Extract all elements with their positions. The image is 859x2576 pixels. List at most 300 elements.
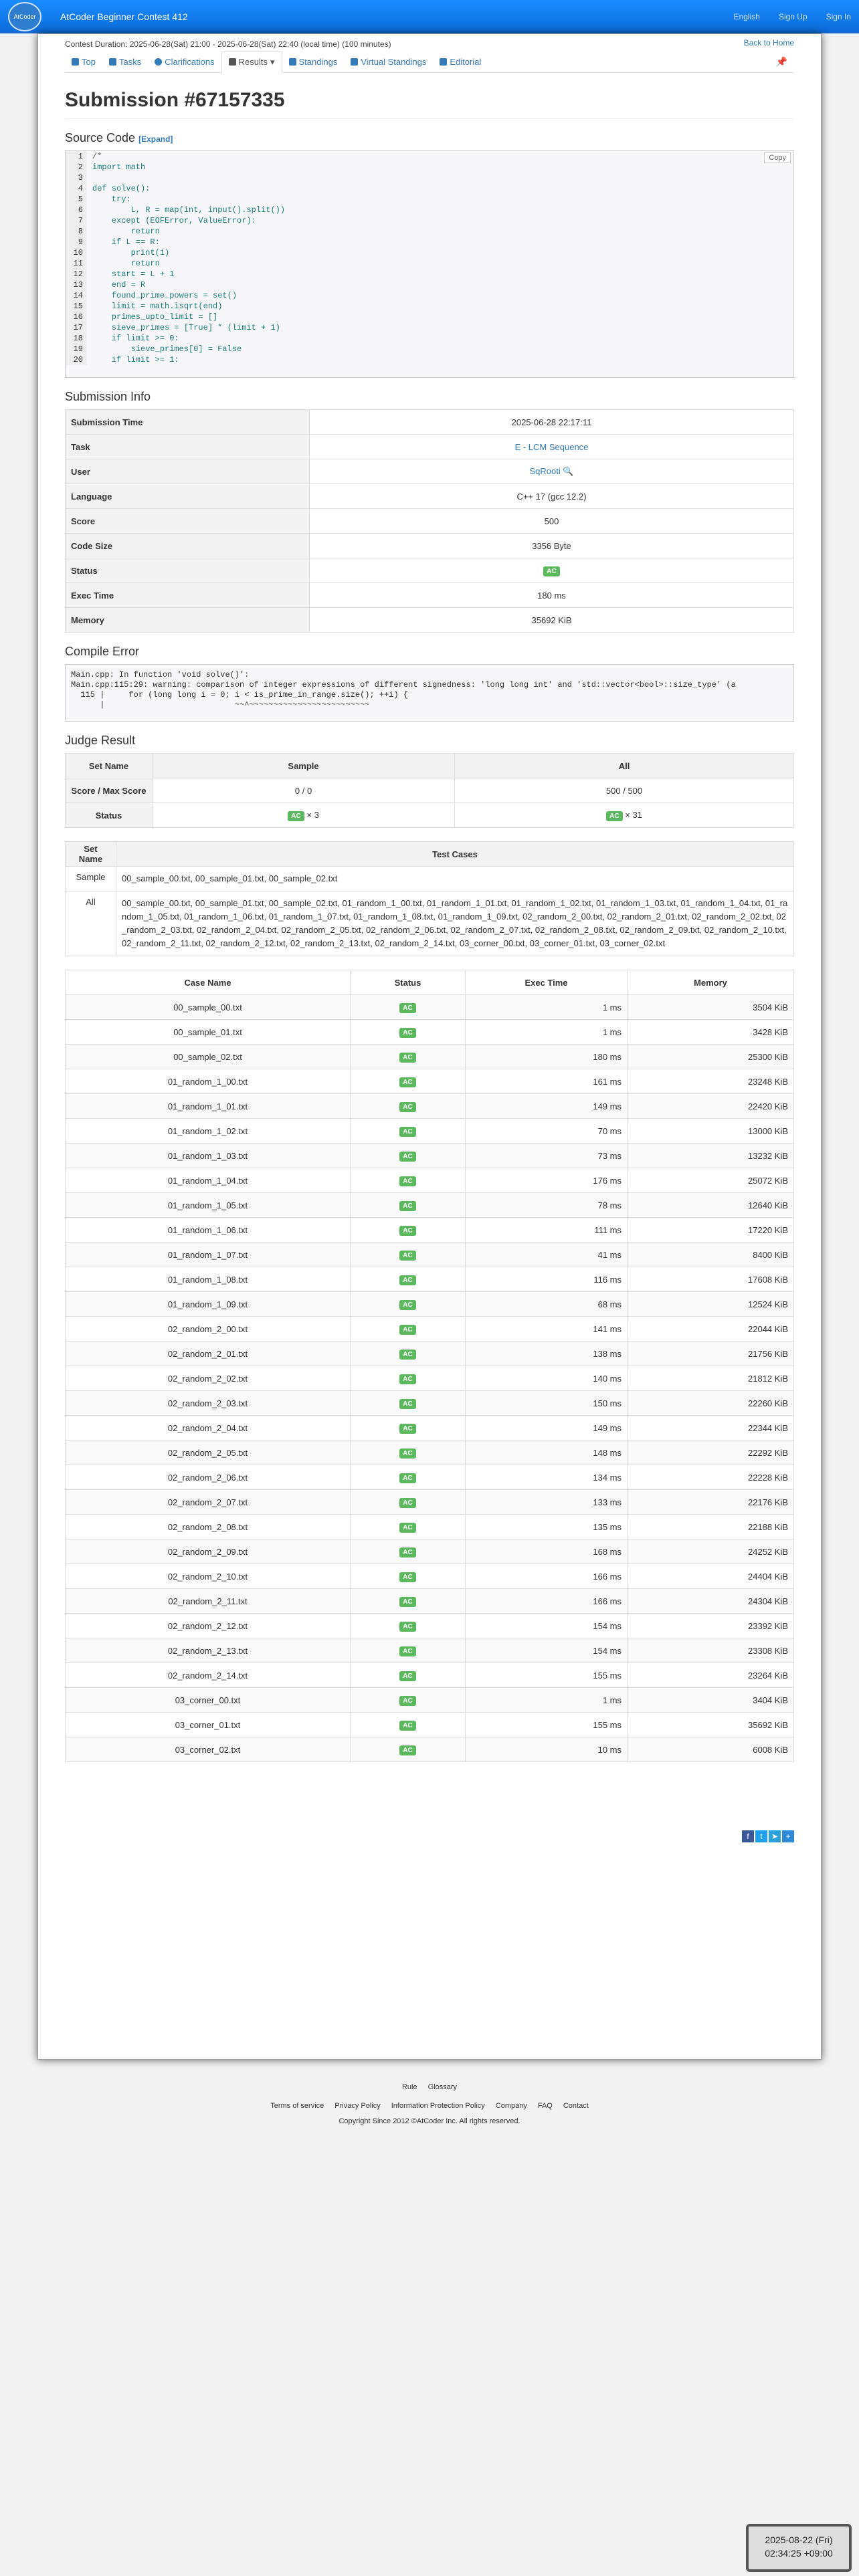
table-row bbox=[66, 1688, 794, 1713]
case-memory: 24252 KiB bbox=[628, 1539, 794, 1564]
info-row bbox=[66, 608, 794, 633]
table-row bbox=[66, 995, 794, 1020]
case-memory: 6008 KiB bbox=[628, 1737, 794, 1762]
case-exec-time: 73 ms bbox=[466, 1144, 628, 1168]
task-link[interactable]: E - LCM Sequence bbox=[514, 441, 589, 452]
case-status bbox=[351, 1737, 466, 1762]
ac-badge: AC bbox=[399, 1572, 415, 1582]
tab-editorial[interactable] bbox=[433, 57, 488, 67]
footer bbox=[0, 2080, 859, 2125]
tc-sample-name: Sample bbox=[66, 867, 116, 891]
case-memory: 3504 KiB bbox=[628, 995, 794, 1020]
code-line bbox=[66, 280, 793, 290]
case-memory: 22344 KiB bbox=[628, 1416, 794, 1440]
table-row bbox=[66, 1663, 794, 1688]
table-row bbox=[66, 1144, 794, 1168]
case-name: 01_random_1_07.txt bbox=[66, 1243, 351, 1267]
source-code-block[interactable] bbox=[65, 150, 794, 378]
info-value-cell bbox=[310, 608, 794, 633]
tc-all-name: All bbox=[66, 891, 116, 956]
code-line bbox=[66, 183, 793, 194]
copy-button[interactable]: Copy bbox=[764, 152, 791, 163]
tab-results[interactable] bbox=[221, 51, 282, 73]
info-row bbox=[66, 435, 794, 459]
case-memory: 22044 KiB bbox=[628, 1317, 794, 1341]
case-memory: 22420 KiB bbox=[628, 1094, 794, 1119]
info-row bbox=[66, 459, 794, 484]
line-number: 15 bbox=[66, 301, 87, 312]
case-memory: 17220 KiB bbox=[628, 1218, 794, 1243]
info-key: Exec Time bbox=[66, 583, 310, 608]
top-navbar bbox=[0, 0, 859, 33]
table-row bbox=[66, 1267, 794, 1292]
case-name: 01_random_1_03.txt bbox=[66, 1144, 351, 1168]
case-exec-time: 155 ms bbox=[466, 1663, 628, 1688]
case-exec-time: 1 ms bbox=[466, 1020, 628, 1045]
case-name: 02_random_2_01.txt bbox=[66, 1341, 351, 1366]
line-code: /* bbox=[92, 152, 102, 161]
all-header: All bbox=[455, 754, 794, 778]
case-memory: 23392 KiB bbox=[628, 1614, 794, 1638]
line-code: L, R = map(int, input().split()) bbox=[92, 205, 286, 215]
case-status bbox=[351, 1713, 466, 1737]
ac-badge: AC bbox=[288, 811, 304, 821]
pin-icon[interactable]: 📌 bbox=[775, 56, 787, 67]
sample-header: Sample bbox=[153, 754, 455, 778]
test-case-sets-table bbox=[65, 841, 794, 956]
case-status bbox=[351, 1366, 466, 1391]
case-name: 02_random_2_07.txt bbox=[66, 1490, 351, 1515]
ac-badge: AC bbox=[399, 1251, 415, 1261]
sample-status bbox=[153, 803, 455, 828]
case-name: 01_random_1_01.txt bbox=[66, 1094, 351, 1119]
table-row bbox=[66, 1515, 794, 1539]
atcoder-logo[interactable]: AtCoder bbox=[8, 2, 41, 31]
tc-set-name-header: Set Name bbox=[66, 842, 116, 867]
case-status bbox=[351, 1465, 466, 1490]
contest-duration: Contest Duration: 2025-06-28(Sat) 21:00 - 2025-06-28(Sat) 22:40 (local time) (100 minutes) bbox=[65, 39, 391, 49]
info-key: Score bbox=[66, 509, 310, 534]
case-exec-time: 1 ms bbox=[466, 1688, 628, 1713]
case-name: 01_random_1_00.txt bbox=[66, 1069, 351, 1094]
line-code: import math bbox=[92, 163, 146, 172]
all-count: × 31 bbox=[625, 809, 642, 820]
case-exec-time: 111 ms bbox=[466, 1218, 628, 1243]
table-row bbox=[66, 1539, 794, 1564]
contest-title-link[interactable]: AtCoder Beginner Contest 412 bbox=[60, 11, 188, 22]
ac-badge: AC bbox=[399, 1152, 415, 1162]
sample-score: 0 / 0 bbox=[153, 778, 455, 803]
footer-ipp-link[interactable]: Information Protection Policy bbox=[391, 2102, 485, 2110]
line-number: 12 bbox=[66, 269, 87, 280]
case-name: 02_random_2_11.txt bbox=[66, 1589, 351, 1614]
ac-badge: AC bbox=[399, 1622, 415, 1632]
case-exec-time: 116 ms bbox=[466, 1267, 628, 1292]
case-name: 02_random_2_05.txt bbox=[66, 1440, 351, 1465]
case-name: 02_random_2_12.txt bbox=[66, 1614, 351, 1638]
code-line bbox=[66, 173, 793, 183]
tab-standings[interactable] bbox=[282, 57, 345, 67]
contest-nav-tabs bbox=[65, 51, 794, 73]
ac-badge: AC bbox=[399, 1275, 415, 1285]
info-row bbox=[66, 534, 794, 558]
list-icon bbox=[109, 58, 116, 66]
compile-error-heading: Compile Error bbox=[65, 645, 140, 658]
book-icon bbox=[440, 58, 447, 66]
tab-top-label: Top bbox=[82, 57, 96, 67]
case-name: 01_random_1_08.txt bbox=[66, 1267, 351, 1292]
search-icon[interactable]: 🔍 bbox=[563, 466, 574, 476]
case-name: 03_corner_01.txt bbox=[66, 1713, 351, 1737]
submission-info-heading: Submission Info bbox=[65, 390, 151, 403]
footer-rule-link[interactable]: Rule bbox=[401, 2083, 417, 2091]
case-name: 02_random_2_08.txt bbox=[66, 1515, 351, 1539]
case-status bbox=[351, 1614, 466, 1638]
code-line bbox=[66, 194, 793, 205]
more-share-icon[interactable]: + bbox=[782, 1830, 794, 1842]
case-name: 02_random_2_14.txt bbox=[66, 1663, 351, 1688]
case-exec-time: 168 ms bbox=[466, 1539, 628, 1564]
tab-editorial-label: Editorial bbox=[450, 57, 482, 67]
footer-company-link[interactable]: Company bbox=[495, 2102, 527, 2110]
case-name: 02_random_2_02.txt bbox=[66, 1366, 351, 1391]
memory-header[interactable]: Memory bbox=[628, 970, 794, 995]
case-memory: 21756 KiB bbox=[628, 1341, 794, 1366]
line-number: 4 bbox=[66, 183, 87, 194]
compile-error-output: Main.cpp: In function 'void solve()': Main.cpp:115:29: warning: comparison of integer expressions of different signedness: 'long long int' and 'std::vector<bool>::size_type' (a 115 | for (long long i = 0; i < is_prime_in_range.size(); ++i) { | ~~^~~~~~~~~~~~~~~~~~~~~~~~~~ bbox=[65, 664, 794, 722]
line-code: except (EOFError, ValueError): bbox=[92, 216, 256, 225]
ac-badge: AC bbox=[399, 1547, 415, 1558]
set-name-header: Set Name bbox=[66, 754, 153, 778]
line-number: 19 bbox=[66, 344, 87, 354]
line-code: if limit >= 0: bbox=[92, 334, 179, 343]
case-name: 02_random_2_03.txt bbox=[66, 1391, 351, 1416]
ac-badge: AC bbox=[399, 1424, 415, 1434]
tab-top[interactable] bbox=[65, 57, 102, 67]
footer-contact-link[interactable]: Contact bbox=[563, 2102, 589, 2110]
tab-clarifications[interactable] bbox=[148, 57, 221, 67]
table-row bbox=[66, 1440, 794, 1465]
share-buttons bbox=[742, 1830, 794, 1842]
expand-link[interactable]: [Expand] bbox=[138, 134, 173, 144]
home-icon bbox=[72, 58, 79, 66]
footer-privacy-link[interactable]: Privacy Policy bbox=[335, 2102, 381, 2110]
tab-tasks-label: Tasks bbox=[118, 57, 142, 67]
line-code: sieve_primes[0] = False bbox=[92, 344, 242, 354]
footer-faq-link[interactable]: FAQ bbox=[537, 2102, 553, 2110]
case-memory: 22188 KiB bbox=[628, 1515, 794, 1539]
case-status bbox=[351, 1243, 466, 1267]
ac-badge: AC bbox=[399, 1201, 415, 1211]
code-line bbox=[66, 258, 793, 269]
case-memory: 23248 KiB bbox=[628, 1069, 794, 1094]
code-line bbox=[66, 301, 793, 312]
line-number: 1 bbox=[66, 151, 87, 162]
line-number: 13 bbox=[66, 280, 87, 290]
info-key: Language bbox=[66, 484, 310, 509]
ac-badge: AC bbox=[399, 1127, 415, 1137]
line-number: 17 bbox=[66, 322, 87, 333]
case-name: 02_random_2_13.txt bbox=[66, 1638, 351, 1663]
code-line bbox=[66, 269, 793, 280]
case-name: 03_corner_00.txt bbox=[66, 1688, 351, 1713]
ac-badge: AC bbox=[399, 1325, 415, 1335]
code-line bbox=[66, 237, 793, 247]
line-number: 2 bbox=[66, 162, 87, 173]
info-value-cell bbox=[310, 509, 794, 534]
line-number: 5 bbox=[66, 194, 87, 205]
info-row bbox=[66, 410, 794, 435]
table-row bbox=[66, 1069, 794, 1094]
case-name: 01_random_1_05.txt bbox=[66, 1193, 351, 1218]
case-status bbox=[351, 1094, 466, 1119]
code-line bbox=[66, 322, 793, 333]
table-row bbox=[66, 1564, 794, 1589]
case-status bbox=[351, 1341, 466, 1366]
case-memory: 21812 KiB bbox=[628, 1366, 794, 1391]
case-exec-time: 176 ms bbox=[466, 1168, 628, 1193]
ac-badge: AC bbox=[399, 1350, 415, 1360]
case-name: 02_random_2_10.txt bbox=[66, 1564, 351, 1589]
case-exec-time: 154 ms bbox=[466, 1614, 628, 1638]
all-status bbox=[455, 803, 794, 828]
status-badge: AC bbox=[543, 566, 559, 576]
info-key: Submission Time bbox=[66, 410, 310, 435]
case-status bbox=[351, 1416, 466, 1440]
case-exec-time: 141 ms bbox=[466, 1317, 628, 1341]
line-code: if L == R: bbox=[92, 237, 160, 247]
table-row bbox=[66, 1292, 794, 1317]
case-memory: 8400 KiB bbox=[628, 1243, 794, 1267]
table-row bbox=[66, 1045, 794, 1069]
info-value: 500 bbox=[544, 516, 559, 526]
case-name: 02_random_2_09.txt bbox=[66, 1539, 351, 1564]
submission-info-table bbox=[65, 409, 794, 633]
case-name: 01_random_1_04.txt bbox=[66, 1168, 351, 1193]
ac-badge: AC bbox=[399, 1498, 415, 1508]
case-status bbox=[351, 1119, 466, 1144]
back-to-home-link[interactable]: Back to Home bbox=[743, 38, 794, 47]
table-row bbox=[66, 1638, 794, 1663]
ac-badge: AC bbox=[399, 1077, 415, 1087]
fixed-clock bbox=[746, 2524, 852, 2572]
footer-terms-link[interactable]: Terms of service bbox=[270, 2102, 324, 2110]
table-row bbox=[66, 1366, 794, 1391]
ac-badge: AC bbox=[399, 1721, 415, 1731]
case-status bbox=[351, 1589, 466, 1614]
line-number: 14 bbox=[66, 290, 87, 301]
line-code: return bbox=[92, 259, 160, 268]
ac-badge: AC bbox=[399, 1745, 415, 1755]
table-row bbox=[66, 1168, 794, 1193]
case-name: 03_corner_02.txt bbox=[66, 1737, 351, 1762]
ac-badge: AC bbox=[399, 1176, 415, 1186]
case-name: 01_random_1_06.txt bbox=[66, 1218, 351, 1243]
case-memory: 22260 KiB bbox=[628, 1391, 794, 1416]
case-exec-time: 10 ms bbox=[466, 1737, 628, 1762]
table-row bbox=[66, 1614, 794, 1638]
facebook-share-icon[interactable]: f bbox=[742, 1830, 754, 1842]
case-memory: 24404 KiB bbox=[628, 1564, 794, 1589]
info-key: Status bbox=[66, 558, 310, 583]
case-exec-time: 166 ms bbox=[466, 1589, 628, 1614]
test-case-results-table bbox=[65, 970, 794, 1762]
source-code-title: Source Code bbox=[65, 131, 136, 144]
tc-sample-list: 00_sample_00.txt, 00_sample_01.txt, 00_sample_02.txt bbox=[116, 867, 794, 891]
table-row bbox=[66, 1713, 794, 1737]
case-exec-time: 161 ms bbox=[466, 1069, 628, 1094]
tab-virtual-standings[interactable] bbox=[344, 57, 433, 67]
case-status bbox=[351, 1515, 466, 1539]
info-value-cell bbox=[310, 484, 794, 509]
tab-virtual-standings-label: Virtual Standings bbox=[361, 57, 427, 67]
case-status bbox=[351, 1564, 466, 1589]
line-number: 11 bbox=[66, 258, 87, 269]
tab-clarifications-label: Clarifications bbox=[165, 57, 215, 67]
line-code: limit = math.isqrt(end) bbox=[92, 302, 223, 311]
line-code: if limit >= 1: bbox=[92, 355, 179, 364]
case-status bbox=[351, 1391, 466, 1416]
line-number: 10 bbox=[66, 247, 87, 258]
language-menu[interactable]: English bbox=[733, 12, 760, 21]
line-number: 7 bbox=[66, 215, 87, 226]
judge-result-heading: Judge Result bbox=[65, 734, 136, 747]
case-exec-time: 135 ms bbox=[466, 1515, 628, 1539]
code-line bbox=[66, 247, 793, 258]
case-memory: 3428 KiB bbox=[628, 1020, 794, 1045]
all-score: 500 / 500 bbox=[455, 778, 794, 803]
case-exec-time: 138 ms bbox=[466, 1341, 628, 1366]
code-line bbox=[66, 215, 793, 226]
case-status bbox=[351, 1069, 466, 1094]
judge-summary-table bbox=[65, 753, 794, 828]
sort-icon bbox=[351, 58, 358, 66]
case-exec-time: 166 ms bbox=[466, 1564, 628, 1589]
case-memory: 23264 KiB bbox=[628, 1663, 794, 1688]
footer-glossary-link[interactable]: Glossary bbox=[427, 2083, 458, 2091]
code-line bbox=[66, 312, 793, 322]
ac-badge: AC bbox=[399, 1473, 415, 1483]
info-value: 180 ms bbox=[537, 590, 566, 601]
case-memory: 13000 KiB bbox=[628, 1119, 794, 1144]
case-exec-time: 148 ms bbox=[466, 1440, 628, 1465]
case-status bbox=[351, 1292, 466, 1317]
case-status bbox=[351, 1193, 466, 1218]
table-row bbox=[66, 1737, 794, 1762]
ac-badge: AC bbox=[399, 1523, 415, 1533]
table-row bbox=[66, 1465, 794, 1490]
ac-badge: AC bbox=[399, 1374, 415, 1384]
case-exec-time: 133 ms bbox=[466, 1490, 628, 1515]
ac-badge: AC bbox=[399, 1300, 415, 1310]
sign-up-link[interactable]: Sign Up bbox=[778, 12, 807, 21]
case-memory: 22292 KiB bbox=[628, 1440, 794, 1465]
ac-badge: AC bbox=[399, 1696, 415, 1706]
telegram-share-icon[interactable]: ➤ bbox=[769, 1830, 781, 1842]
sort-icon bbox=[289, 58, 296, 66]
case-memory: 23308 KiB bbox=[628, 1638, 794, 1663]
info-value-cell bbox=[310, 583, 794, 608]
table-row bbox=[66, 1119, 794, 1144]
table-row bbox=[66, 1391, 794, 1416]
code-line bbox=[66, 162, 793, 173]
line-code: end = R bbox=[92, 280, 146, 290]
ac-badge: AC bbox=[399, 1226, 415, 1236]
case-status bbox=[351, 1539, 466, 1564]
footer-copyright: Copyright Since 2012 ©AtCoder Inc. All rights reserved. bbox=[339, 2117, 520, 2125]
info-row bbox=[66, 509, 794, 534]
table-row bbox=[66, 1341, 794, 1366]
line-code: sieve_primes = [True] * (limit + 1) bbox=[92, 323, 280, 332]
case-exec-time: 149 ms bbox=[466, 1094, 628, 1119]
case-memory: 17608 KiB bbox=[628, 1267, 794, 1292]
main-container bbox=[37, 33, 822, 2060]
line-number: 18 bbox=[66, 333, 87, 344]
score-label: Score / Max Score bbox=[66, 778, 153, 803]
case-status bbox=[351, 1688, 466, 1713]
exec-time-header[interactable]: Exec Time bbox=[466, 970, 628, 995]
case-exec-time: 155 ms bbox=[466, 1713, 628, 1737]
case-status bbox=[351, 1440, 466, 1465]
clock-time: 02:34:25 +09:00 bbox=[765, 2548, 833, 2559]
case-name: 00_sample_01.txt bbox=[66, 1020, 351, 1045]
case-name: 01_random_1_02.txt bbox=[66, 1119, 351, 1144]
line-code: print(1) bbox=[92, 248, 170, 257]
line-number: 16 bbox=[66, 312, 87, 322]
tab-results-label: Results bbox=[238, 57, 268, 67]
case-memory: 22228 KiB bbox=[628, 1465, 794, 1490]
line-code: found_prime_powers = set() bbox=[92, 291, 237, 300]
source-code-heading bbox=[65, 131, 794, 145]
info-row bbox=[66, 484, 794, 509]
tab-tasks[interactable] bbox=[102, 57, 148, 67]
case-exec-time: 134 ms bbox=[466, 1465, 628, 1490]
line-number: 3 bbox=[66, 173, 87, 183]
status-header[interactable]: Status bbox=[351, 970, 466, 995]
table-row bbox=[66, 1020, 794, 1045]
line-code bbox=[87, 173, 92, 183]
ac-badge: AC bbox=[399, 1646, 415, 1656]
line-code: return bbox=[92, 227, 160, 236]
status-label: Status bbox=[66, 803, 153, 828]
line-code: primes_upto_limit = [] bbox=[92, 312, 218, 322]
case-status bbox=[351, 1490, 466, 1515]
case-status bbox=[351, 1144, 466, 1168]
case-memory: 12524 KiB bbox=[628, 1292, 794, 1317]
case-name: 02_random_2_06.txt bbox=[66, 1465, 351, 1490]
case-exec-time: 180 ms bbox=[466, 1045, 628, 1069]
case-name-header[interactable]: Case Name bbox=[66, 970, 351, 995]
case-exec-time: 1 ms bbox=[466, 995, 628, 1020]
info-value-cell bbox=[310, 558, 794, 583]
twitter-share-icon[interactable]: t bbox=[755, 1830, 767, 1842]
case-name: 00_sample_00.txt bbox=[66, 995, 351, 1020]
ac-badge: AC bbox=[399, 1597, 415, 1607]
case-exec-time: 70 ms bbox=[466, 1119, 628, 1144]
case-exec-time: 140 ms bbox=[466, 1366, 628, 1391]
table-row bbox=[66, 1094, 794, 1119]
code-line bbox=[66, 226, 793, 237]
info-key: Code Size bbox=[66, 534, 310, 558]
line-code: def solve(): bbox=[92, 184, 151, 193]
sign-in-link[interactable]: Sign In bbox=[826, 12, 851, 21]
user-link[interactable]: SqRooti bbox=[529, 466, 561, 476]
line-number: 9 bbox=[66, 237, 87, 247]
info-row bbox=[66, 583, 794, 608]
info-value: C++ 17 (gcc 12.2) bbox=[516, 491, 587, 502]
case-exec-time: 150 ms bbox=[466, 1391, 628, 1416]
case-status bbox=[351, 1638, 466, 1663]
